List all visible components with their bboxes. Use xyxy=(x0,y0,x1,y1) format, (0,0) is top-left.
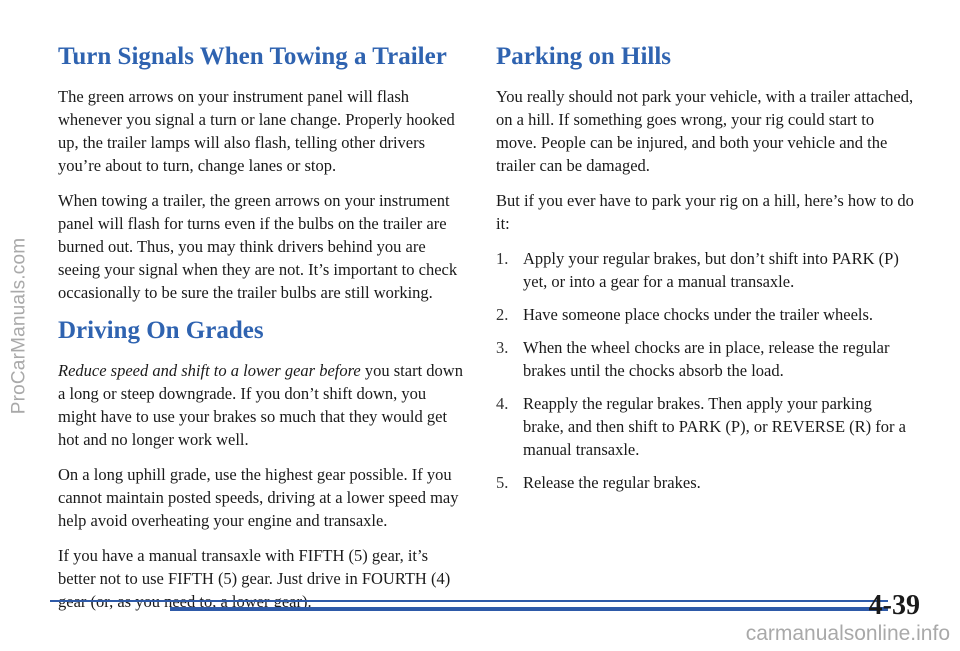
step-number: 5. xyxy=(496,473,509,492)
footer-watermark: carmanualsonline.info xyxy=(745,622,950,645)
emphasis-before: before xyxy=(319,361,361,380)
parking-steps-list xyxy=(496,247,916,494)
step-text: Apply your regular brakes, but don’t shift into PARK (P) yet, or into a gear for a manual transaxle. xyxy=(523,249,899,291)
watermark-text: ProCarManuals.com xyxy=(8,237,30,414)
step-number: 4. xyxy=(496,394,509,413)
emphasis-reduce-speed: Reduce speed and shift to a lower gear xyxy=(58,361,320,380)
paragraph-parking-2: But if you ever have to park your rig on a hill, here’s how to do it: xyxy=(496,191,914,233)
list-item xyxy=(496,303,916,326)
paragraph-grades-3: If you have a manual transaxle with FIFTH (5) gear, it’s better not to use FIFTH (5) gear. Just drive in FOURTH (4) xyxy=(58,546,451,588)
heading-parking-on-hills: Parking on Hills xyxy=(496,43,672,70)
step-text: Reapply the regular brakes. Then apply your parking brake, and then shift to PARK (P), or REVERSE (R) for a manual transaxle. xyxy=(523,394,906,459)
footer-rule-thick xyxy=(170,607,888,611)
heading-turn-signals: Turn Signals When Towing a Trailer xyxy=(58,43,447,70)
page-number: 4-39 xyxy=(868,590,920,621)
heading-driving-on-grades: Driving On Grades xyxy=(58,317,264,344)
list-item xyxy=(496,471,916,494)
footer-rule-thin xyxy=(50,600,888,602)
step-text: Release the regular brakes. xyxy=(523,473,701,492)
list-item xyxy=(496,392,916,461)
paragraph-turn-signals-2: When towing a trailer, the green arrows on your instrument panel will flash for turns even if the bulbs on the trailer are burned out. Thus, you may think drivers behind you are seeing your signal when they are not. It’s important to check occasionally to be sure the trailer bulbs are still working. xyxy=(58,191,458,302)
step-number: 1. xyxy=(496,249,509,268)
list-item xyxy=(496,336,916,382)
paragraph-parking-1: You really should not park your vehicle, with a trailer attached, on a hill. If something goes wrong, your rig could start to move. People can be injured, and both your vehicle and the trailer can be damaged. xyxy=(496,87,914,175)
left-column xyxy=(58,42,468,625)
right-column xyxy=(496,42,916,504)
step-text: When the wheel chocks are in place, release the regular brakes until the chocks absorb the load. xyxy=(523,338,890,380)
list-item xyxy=(496,247,916,293)
step-number: 3. xyxy=(496,338,509,357)
step-text: Have someone place chocks under the trailer wheels. xyxy=(523,305,874,324)
paragraph-turn-signals-1: The green arrows on your instrument panel will flash whenever you signal a turn or lane change. Properly hooked up, the trailer lamps will also flash, telling other drivers you’re about to turn, change lanes or stop. xyxy=(58,87,455,175)
paragraph-grades-1 xyxy=(58,359,468,451)
watermark-vertical xyxy=(2,0,36,651)
step-number: 2. xyxy=(496,305,509,324)
paragraph-grades-1-rest: you start down a long or steep downgrade. If you don’t shift down, you might have to use your brakes so much that they would get hot and no longer work well. xyxy=(58,361,463,449)
paragraph-grades-2: On a long uphill grade, use the highest gear possible. If you cannot maintain posted speeds, driving at a lower speed may help avoid overheating your engine and transaxle. xyxy=(58,465,459,530)
